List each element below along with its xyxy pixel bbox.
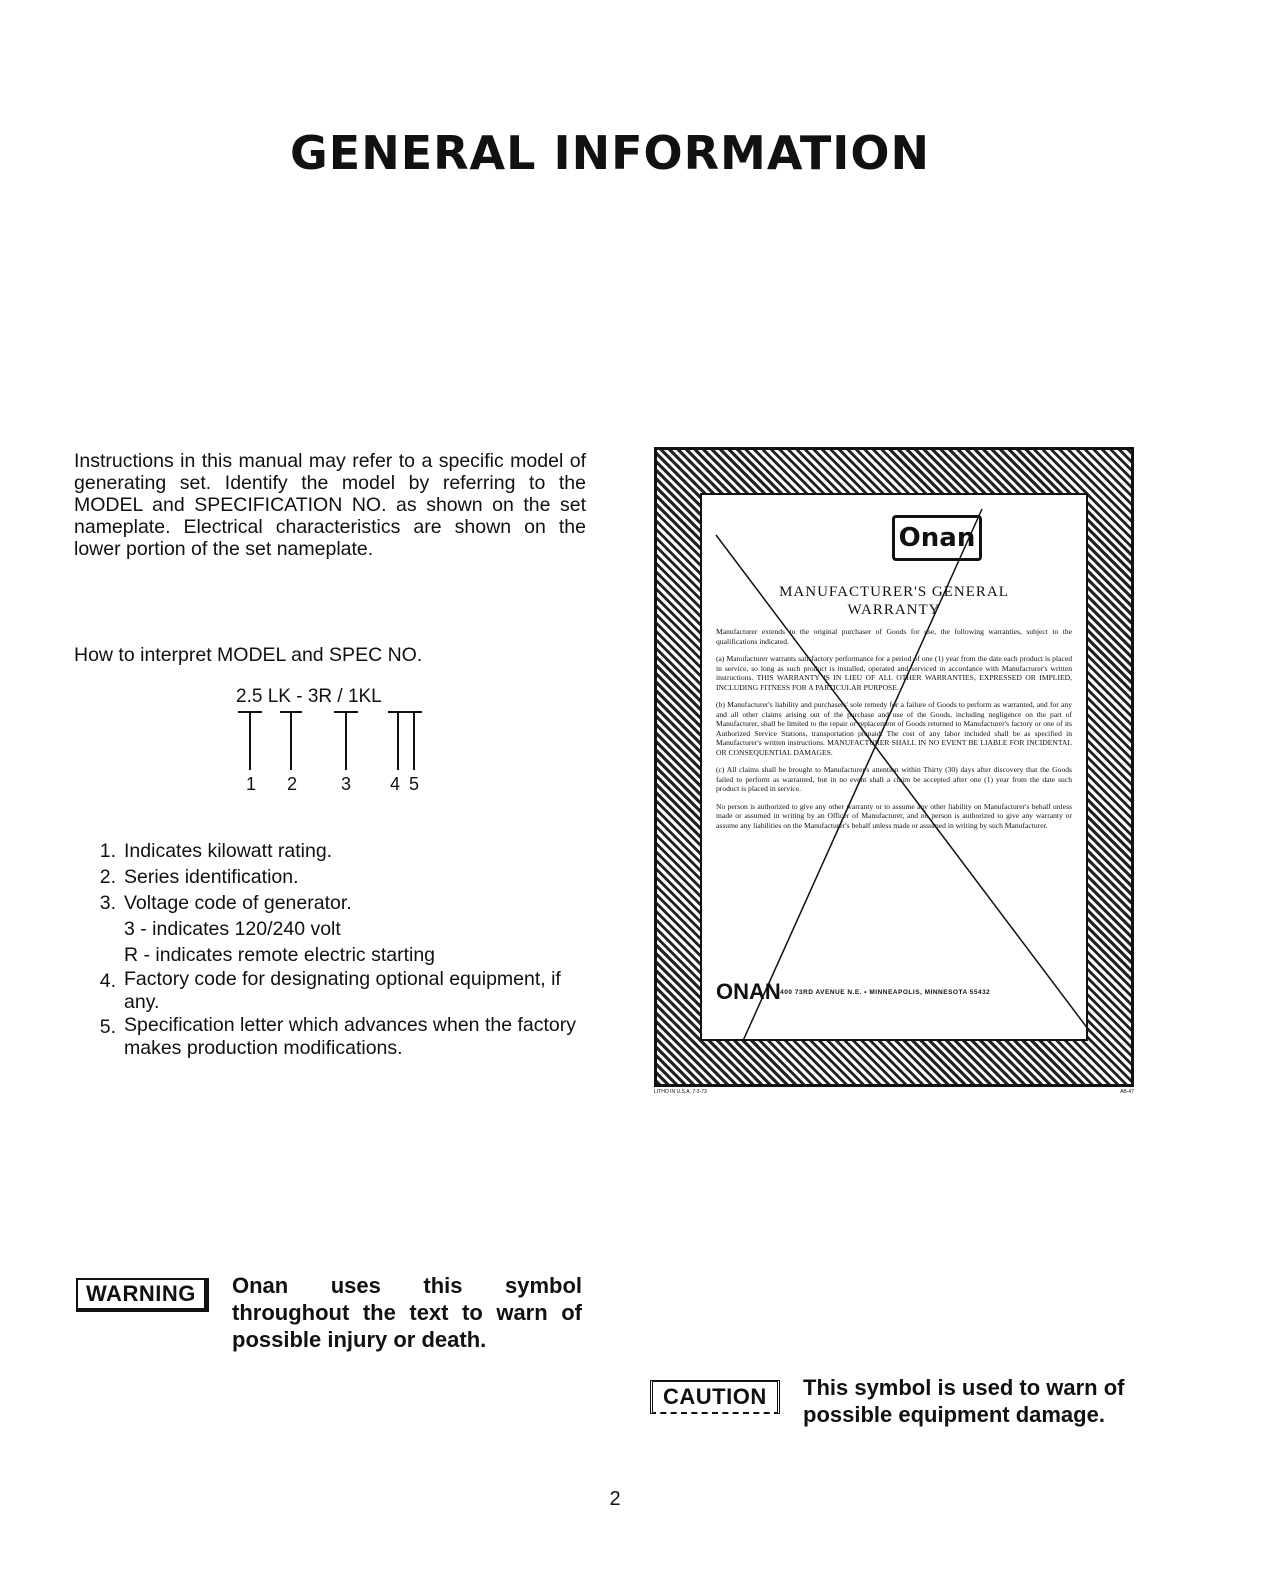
model-code-text: 2.5 LK - 3R / 1KL <box>236 686 382 707</box>
list-item: 2. Series identification. <box>99 866 299 888</box>
code-number-4: 4 <box>390 774 401 794</box>
list-item: 4. Factory code for designating optional equipment, if any. <box>99 968 561 1013</box>
warranty-title: MANUFACTURER'S GENERAL WARRANTY <box>779 584 1009 618</box>
litho-note: LITHO IN U.S.A. 7-3-73 <box>654 1089 707 1095</box>
list-item: 3. Voltage code of generator. <box>99 892 352 914</box>
code-number-3: 3 <box>341 774 352 794</box>
caution-symbol: CAUTION <box>650 1380 780 1414</box>
model-code-diagram <box>236 686 466 806</box>
definition-list <box>74 838 594 1060</box>
warning-description: Onan uses this symbol throughout the text to warn of possible injury or death. <box>232 1273 582 1352</box>
warranty-clause-a: (a) Manufacturer warrants satisfactory performance for a period of one (1) year from the date each product is placed in service, so long as such product is installed, operated and serviced in accordance with Manufacturer's written instructions. THIS WARRANTY IS IN LIEU OF ALL OTHER WARRANTIES, EXPRESSED OR IMPLIED, INCLUDING FITNESS FOR A PARTICULAR PURPOSE. <box>716 654 1072 692</box>
list-item: 3 - indicates 120/240 volt <box>124 918 341 940</box>
page-number: 2 <box>609 1488 621 1510</box>
warranty-footer-brand: ONAN <box>716 979 781 1004</box>
interpret-heading: How to interpret MODEL and SPEC NO. <box>74 644 423 666</box>
list-item: 5. Specification letter which advances when the factory makes production modifications. <box>99 1014 576 1059</box>
code-number-5: 5 <box>409 774 420 794</box>
warranty-intro: Manufacturer extends to the original purchaser of Goods for use, the following warranties, subject to the qualifications indicated. <box>716 627 1072 646</box>
code-number-1: 1 <box>246 774 257 794</box>
warranty-footer-address: 1400 73RD AVENUE N.E. • MINNEAPOLIS, MINNESOTA 55432 <box>776 989 991 996</box>
code-number-2: 2 <box>287 774 298 794</box>
list-item: 1. Indicates kilowatt rating. <box>99 840 333 862</box>
cross-out-mark <box>702 495 1086 1039</box>
warranty-certificate <box>654 447 1134 1095</box>
warranty-clause-b: (b) Manufacturer's liability and purchasers' sole remedy for a failure of Goods to perform as warranted, and for any and all other claims arising out of the purchase and use of the Goods, including negligence on the part of Manufacturer, shall be limited to the repair or replacement of Goods returned to Manufacturer's factory or one of its Authorized Service Stations, transportation prepaid. The cost of any labor included shall be as specified in Manufacturer's written instructions. MANUFACTURER SHALL IN NO EVENT BE LIABLE FOR INCIDENTAL OR CONSEQUENTIAL DAMAGES. <box>716 700 1072 757</box>
intro-paragraph: Instructions in this manual may refer to a specific model of generating set. Identify the model by referring to the MODEL and SPECIFICATION NO. as shown on the set nameplate. Electrical characteristics are shown on the lower portion of the set nameplate. <box>74 450 586 560</box>
onan-logo: Onan <box>892 515 982 561</box>
form-code: AB-47 <box>1120 1089 1134 1095</box>
warranty-content <box>700 493 1088 1041</box>
warning-symbol: WARNING <box>76 1278 209 1312</box>
warranty-clause-d: No person is authorized to give any other warranty or to assume any other liability on Manufacturer's behalf unless made or assumed in writing by an Officer of Manufacturer, and no person is authorized to give any warranty or assume any liabilities on the Manufacturer's behalf unless made or assumed in writing by such Manufacturer. <box>716 801 1072 830</box>
page-title: GENERAL INFORMATION <box>290 126 930 180</box>
warranty-clause-c: (c) All claims shall be brought to Manufacturer's attention within Thirty (30) days after discovery that the Goods failed to perform as warranted, but in no event shall a claim be accepted after one (1) year from the date such product is placed in service. <box>716 765 1072 793</box>
list-item: R - indicates remote electric starting <box>124 944 436 966</box>
caution-description: This symbol is used to warn of possible equipment damage. <box>803 1375 1125 1427</box>
